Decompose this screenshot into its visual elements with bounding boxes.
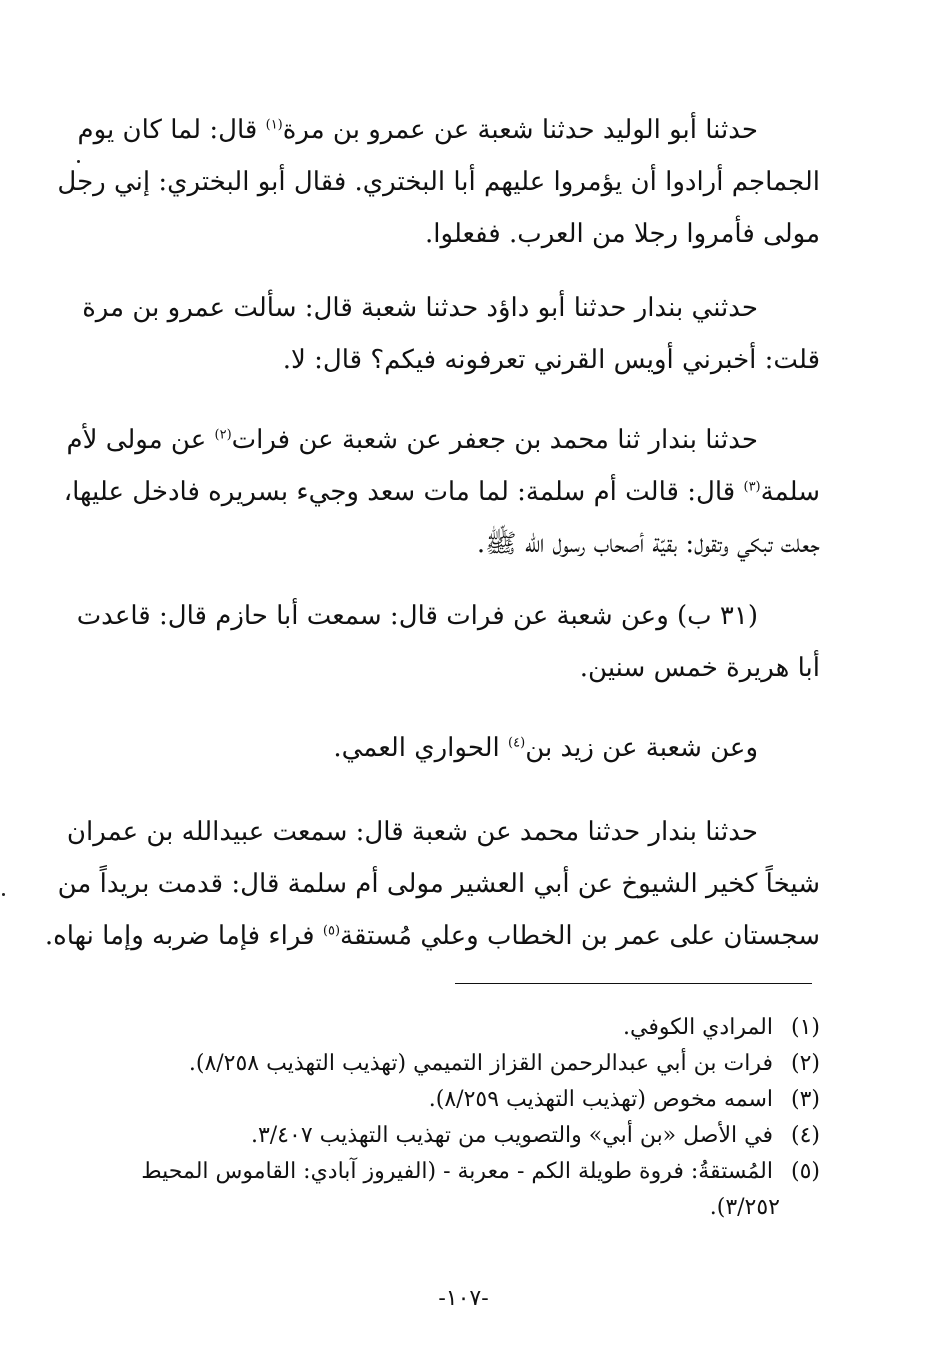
paragraph-6-line-3: سجستان على عمر بن الخطاب وعلي مُستقة$^{(٥)}$ فراء فإما ضربه وإما نهاه. (44, 921, 820, 951)
paragraph-3-line-2: سلمة$^{(٣)}$ قال: قالت أم سلمة: لما مات سعد وجيء بسريره فادخل عليها، (63, 477, 820, 507)
footnote-separator (455, 983, 812, 984)
footnote-text: المُستقةُ: فروة طويلة الكم - معربة - (الفيروز آبادي: القاموس المحيط (141, 1159, 773, 1184)
footnote-ref-2: (٢) (214, 427, 232, 443)
footnote-text-continued: ٣/٢٥٢). (709, 1195, 780, 1220)
paragraph-1-line-1: حدثنا أبو الوليد حدثنا شعبة عن عمرو بن مرة$^{(١)}$ قال: لما كان يوم (77, 115, 758, 145)
footnote-text: فرات بن أبي عبدالرحمن القزاز التميمي (تهذيب التهذيب ٨/٢٥٨). (188, 1051, 773, 1076)
paragraph-2 (82, 282, 820, 386)
footnote-ref-5: (٥) (322, 923, 341, 939)
paragraph-3-line-1: حدثنا بندار ثنا محمد بن جعفر عن شعبة عن فرات$^{(٢)}$ عن مولى لأم (66, 425, 758, 455)
footnote-text: المرادي الكوفي. (623, 1015, 773, 1040)
paragraph-4-line-2: أبا هريرة خمس سنين. (579, 653, 820, 683)
footnote-text: في الأصل «بن أبي» والتصويب من تهذيب التهذيب ٣/٤٠٧. (250, 1123, 773, 1148)
footnote-number: (٢) (790, 1051, 820, 1076)
paragraph-2-line-1: حدثني بندار حدثنا أبو داؤد حدثنا شعبة قال: سألت عمرو بن مرة (82, 293, 758, 323)
footnote-ref-3: (٣) (743, 479, 761, 495)
footnote-number: (٣) (790, 1087, 820, 1112)
paragraph-5-line-1: وعن شعبة عن زيد بن$^{(٤)}$ الحواري العمي. (333, 733, 758, 763)
footnote-4 (108, 1118, 820, 1154)
scan-speck (77, 160, 80, 163)
footnote-text: اسمه مخوص (تهذيب التهذيب ٨/٢٥٩). (428, 1087, 773, 1112)
paragraph-4-line-1: (٣١ ب) وعن شعبة عن فرات قال: سمعت أبا حازم قال: قاعدت (76, 601, 758, 631)
paragraph-6-line-2: شيخاً كخير الشيوخ عن أبي العشير مولى أم سلمة قال: قدمت بريداً من (57, 869, 820, 899)
footnote-1 (108, 1010, 820, 1046)
paragraph-6-line-1: حدثنا بندار حدثنا محمد عن شعبة قال: سمعت عبيدالله بن عمران (66, 817, 758, 847)
paragraph-1 (57, 104, 820, 260)
paragraph-5 (108, 722, 820, 774)
paragraph-2-line-2: قلت: أخبرني أويس القرني تعرفونه فيكم؟ قال: لا. (282, 345, 820, 375)
paragraph-1-line-3: مولى فأمروا رجلا من العرب. ففعلوا. (425, 219, 820, 249)
footnote-ref-1: (١) (265, 117, 283, 133)
paragraph-3 (63, 414, 820, 570)
page-number: -١٠٧- (438, 1286, 489, 1311)
footnote-5 (108, 1154, 820, 1226)
paragraph-3-line-3: جعلت تبكي وتقول: بقيّة أصحاب رسول الله ﷺ. (476, 529, 820, 559)
footnote-number: (٥) (790, 1159, 820, 1184)
scan-speck (2, 893, 5, 896)
paragraph-4 (76, 590, 820, 694)
footnote-number: (٤) (790, 1123, 820, 1148)
paragraph-6 (44, 806, 820, 962)
paragraph-1-line-2: الجماجم أرادوا أن يؤمروا عليهم أبا البختري. فقال أبو البختري: إني رجل (57, 167, 820, 197)
footnote-number: (١) (790, 1015, 820, 1040)
footnote-3 (108, 1082, 820, 1118)
footnotes (108, 1010, 820, 1226)
footnote-ref-4: (٤) (508, 735, 526, 751)
footnote-2 (108, 1046, 820, 1082)
